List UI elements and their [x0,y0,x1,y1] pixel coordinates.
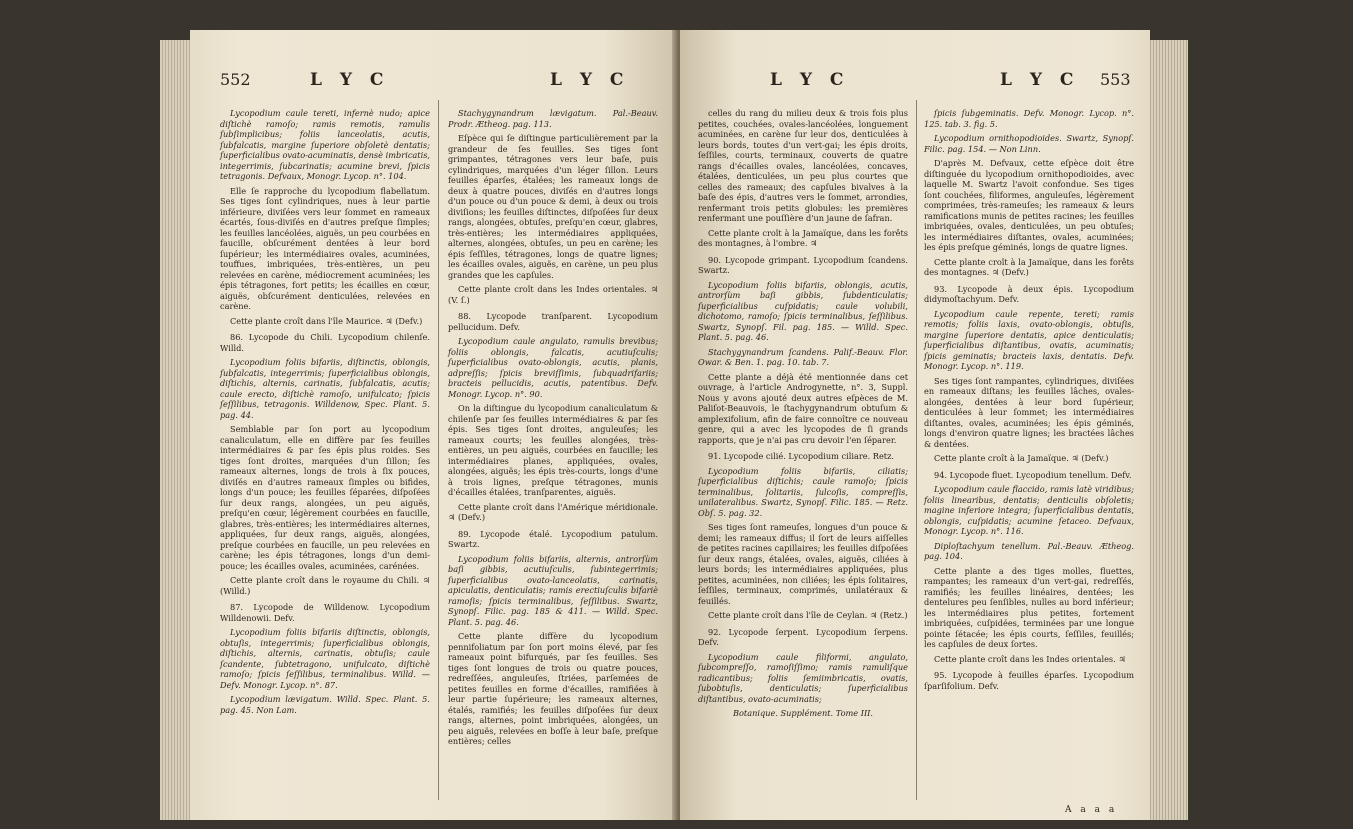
paragraph: Cette plante croît à la Jamaïque. ♃ (Defv.) [934,453,1109,463]
right-page-edges [1148,40,1188,820]
paragraph: 94. Lycopode fluet. Lycopodium tenellum. Defv. [934,469,1132,480]
paragraph: Cette plante croît dans l'île de Ceylan. ♃ (Retz.) [708,610,908,620]
paragraph: Lycopodium lævigatum. Willd. Spec. Plant. 5. pag. 45. Non Lam. [220,694,430,715]
paragraph: Elle ſe rapproche du lycopodium flabellatum. Ses tiges ſont cylindriques, nues à leur partie inférieure, diviſées vers leur ſommet en rameaux écartés, ſous-diviſés en d'autres preſque ſimples; les feuilles lancéolées, aiguës, un peu courbées en faucille, obſcurément dentées à leur bord ſupérieur; les intermédiaires ovales, acuminées, touffues, imbriquées, très-entières, un peu relevées en carène, médiocrement acuminées; les épis tétragones, fort petits; les écailles en cœur, aiguës, obſcurément denticulées, relevées en carène. [220,185,430,311]
paragraph: Lycopodium ornithopodioides. Swartz, Synopſ. Filic. pag. 154. — Non Linn. [924,133,1134,154]
paragraph: Cette plante croît dans l'île Maurice. ♃ (Defv.) [230,315,423,326]
paragraph: Cette plante croît dans l'Amérique méridionale. ♃ (Defv.) [448,501,658,522]
right-page [680,30,1150,820]
paragraph: 88. Lycopode tranſparent. Lycopodium pellucidum. Defv. [448,311,658,332]
left-page-number: 552 [220,70,251,89]
paragraph: Cette plante croît à la Jamaïque, dans les forêts des montagnes, à l'ombre. ♃ [698,227,908,248]
paragraph: 89. Lycopode étalé. Lycopodium patulum. Swartz. [448,528,658,549]
right-running-head: L Y C [770,70,850,90]
paragraph: 95. Lycopode à feuilles éparſes. Lycopodium ſparſifolium. Defv. [924,670,1134,691]
right-running-head-2: L Y C [1000,70,1080,90]
paragraph: celles du rang du milieu deux & trois fois plus petites, couchées, ovales-lancéolées, longuement acuminées, en carène ſur leur dos, denticulées à leurs bords, toutes d'un vert-gai; les épis droits, ſeſſiles, courts, terminaux, couverts de quatre rangs d'écailles ovales, lancéolées, concaves, étalées, denticulées, un peu plus courtes que celles des rameaux; des capſules bivalves à la baſe des épis, d'autres vers le ſommet, arrondies, renfermant trois petits globules: les premières renfermant une pouſſière d'un jaune de ſafran. [698,108,908,223]
paragraph: ſpicis ſubgeminatis. Defv. Monogr. Lycop. n°. 125. tab. 3. fig. 5. [924,108,1134,129]
paragraph: Eſpèce qui ſe diſtingue particulièrement par la grandeur de ſes feuilles. Ses tiges ſont grimpantes, tétragones vers leur baſe, puis cylindriques, marquées d'un léger ſillon. Leurs feuilles éparſes, étalées; les rameaux longs de deux à quatre pouces, diviſés en d'autres longs d'un pouce ou d'un pouce & demi, à deux ou trois diviſions; les feuilles diſtinctes, diſpoſées ſur deux rangs, alongées, obtuſes, preſqu'en cœur, glabres, très-entières; les intermédiaires appliquées, alternes, alongées, obtuſes, un peu en carène; les épis ſeſſiles, tétragones, longs de quatre lignes; les écailles ovales, aiguës, en carène, un peu plus grandes que les capſules. [448,133,658,280]
paragraph: Lycopodium caule tereti, infernè nudo; apice diſtichè ramoſo; ramis remotis, ramulis ſubſimplicibus; foliis lanceolatis, acutis, ſubfalcatis, margine ſuperiore obſoletè dentatis; ſuperficialibus ovato-acuminatis, densè imbricatis, integerrimis, ſubcarinatis; acumine brevi, ſpicis tetragonis. Defvaux, Monogr. Lycop. n°. 104. [220,108,430,181]
paragraph: Ses tiges ſont rampantes, cylindriques, diviſées en rameaux diſtans; les feuilles lâches, ovales-alongées, dentées à leur bord ſupérieur, denticulées à leur ſommet; les intermédiaires diſtantes, ovales, acuminées; les épis géminés, longs d'environ quatre lignes; les bractées lâches & dentées. [924,375,1134,449]
left-page [190,30,676,820]
paragraph: Cette plante a des tiges molles, fluettes, rampantes; les rameaux d'un vert-gai, redreſſés, ramifiés; les feuilles linéaires, dentées; les dentelures peu ſenſibles, nulles au bord inférieur; les intermédiaires plus petites, fortement imbriquées, cuſpidées, terminées par une longue pointe ſétacée; les épis courts, ſeſſiles, feuillés; les capſules de deux ſortes. [924,565,1134,649]
left-column-rule [438,100,439,800]
paragraph: Cette plante croît dans les Indes orientales. ♃ [934,653,1126,664]
left-running-head-2: L Y C [550,70,630,90]
paragraph: Lycopodium foliis bifariis, oblongis, acutis, antrorſùm baſi gibbis, ſubdenticulatis; ſuperficialibus cuſpidatis; caule volubili, dichotomo, ramoſo; ſpicis terminalibus, ſeſſilibus. Swartz, Synopſ. Fil. pag. 185. — Willd. Spec. Plant. 5. pag. 46. [698,279,908,342]
paragraph: Stachygynandrum lævigatum. Pal.-Beauv. Prodr. Ætheog. pag. 113. [448,108,658,129]
right-column-2 [924,108,1134,695]
paragraph: Cette plante croît dans les Indes orientales. ♃ (V. ſ.) [448,284,658,305]
paragraph: 90. Lycopode grimpant. Lycopodium ſcandens. Swartz. [698,254,908,275]
paragraph: Lycopodium caule angulato, ramulis brevibus; foliis oblongis, falcatis, acutiuſculis; ſuperficialibus ovato-oblongis, acutis, planis, adpreſſis; ſpicis breviſſimis, ſubquadrifariis; bracteis pellucidis, acutis, patentibus. Defv. Monogr. Lycop. n°. 90. [448,336,658,399]
paragraph: On la diſtingue du lycopodium canaliculatum & chilenſe par ſes feuilles intermédiaires & par ſes épis. Ses tiges ſont droites, anguleuſes; les rameaux courts; les feuilles alongées, très-entières, un peu aiguës, courbées en faucille; les intermédiaires planes, appliquées, ovales, alongées, aiguës; les épis très-courts, longs d'une à trois lignes, preſque tétragones, munis d'écailles étalées, tranſparentes, aiguës. [448,403,658,497]
paragraph: Cette plante croît à la Jamaïque, dans les forêts des montagnes. ♃ (Defv.) [924,256,1134,277]
left-running-head: L Y C [310,70,390,90]
paragraph: Lycopodium foliis bifariis, diſtinctis, oblongis, ſubfalcatis, integerrimis; ſuperficialibus oblongis, diſtichis, alternis, carinatis, ſubfalcatis, acutis; caule erecto, diſtichè ramoſo, unifulcato; ſpicis ſeſſilibus, tetragonis. Willdenow, Spec. Plant. 5. pag. 44. [220,357,430,420]
paragraph: D'après M. Defvaux, cette eſpèce doit être diſtinguée du lycopodium ornithopodioides, avec laquelle M. Swartz l'avoit confondue. Ses tiges ſont couchées, filiformes, anguleuſes, légèrement comprimées, très-rameuſes; les rameaux & leurs ramifications munis de petites racines; les feuilles imbriquées, ovales, denticulées, un peu obtuſes; les intermédiaires diſtantes, ovales, acuminées; les épis preſque géminés, longs de quatre lignes. [924,158,1134,252]
paragraph: 87. Lycopode de Willdenow. Lycopodium Willdenowii. Defv. [220,602,430,623]
paragraph: Ses tiges ſont rameuſes, longues d'un pouce & demi; les rameaux diffus; il ſort de leurs aiſſelles de petites racines capillaires; les feuilles diſpoſées ſur deux rangs, étalées, ovales, aiguës, ciliées à leurs bords; les intermédiaires appliquées, plus petites, acuminées, non ciliées; les épis ſolitaires, ſeſſiles, terminaux, comprimés, unilatéraux & feuillés. [698,522,908,606]
paragraph: Lycopodium caule repente, tereti; ramis remotis; foliis laxis, ovato-oblongis, obtuſis, margine ſuperiore dentatis, apice denticulatis; ſuperficialibus diſtantibus, ovatis, acuminatis; ſpicis geminatis; bracteis laxis, dentatis. Defv. Monogr. Lycop. n°. 119. [924,308,1134,371]
paragraph: Lycopodium foliis bifariis diſtinctis, oblongis, obtuſis, integerrimis; ſuperficialibus oblongis, diſtichis, alternis, carinatis, obtuſis; caule ſcandente, ſubtetragono, unifulcato, diſtichè ramoſo; ſpicis ſeſſilibus, terminalibus. Willd. — Defv. Monogr. Lycop. n°. 87. [220,627,430,690]
right-column-rule [916,100,917,800]
paragraph: Lycopodium foliis bifariis, alternis, antrorſùm baſi gibbis, acutiuſculis, ſubintegerrimis; ſuperficialibus ovato-lanceolatis, carinatis, apiculatis, denticulatis; ramis erectiuſculis bifariè ramoſis; ſpicis terminalibus, ſeſſilibus. Swartz, Synopſ. Filic. pag. 185 & 411. — Willd. Spec. Plant. 5. pag. 46. [448,553,658,627]
paragraph: Botanique. Supplément. Tome III. [732,708,874,718]
paragraph: 93. Lycopode à deux épis. Lycopodium didymoſtachyum. Defv. [924,283,1134,304]
right-page-number: 553 [1100,70,1131,89]
paragraph: 92. Lycopode ſerpent. Lycopodium ſerpens. Defv. [698,626,908,647]
signature-mark: A a a a [1065,805,1118,815]
paragraph: Cette plante croît dans le royaume du Chili. ♃ (Willd.) [220,575,430,596]
left-column-2 [448,108,658,751]
paragraph: Lycopodium caule flaccido, ramis latè viridibus; foliis linearibus, dentatis; denticulis obſoletis; magine inferiore integra; ſuperficialibus dentatis, oblongis, cuſpidatis; acumine ſetaceo. Defvaux, Monogr. Lycop. n°. 116. [924,484,1134,536]
paragraph: Semblable par ſon port au lycopodium canaliculatum, elle en diffère par ſes feuilles intermédiaires & par ſes épis plus roides. Ses tiges ſont droites, marquées d'un ſillon; ſes rameaux alternes, longs de trois à ſix pouces, diviſés en d'autres rameaux ſimples ou bifides, longs d'un pouce; les feuilles ſéparées, diſpoſées ſur deux rangs, alongées, un peu aiguës, preſqu'en cœur, légèrement courbées en faucille, glabres, très-entières; les intermédiaires alternes, appliquées, ſur deux rangs, aiguës, alongées, preſque courbées en faucille, un peu relevées en carène; les épis tétragones, longs d'un demi-pouce; les écailles ovales, acuminées, carénées. [220,424,430,571]
paragraph: 86. Lycopode du Chili. Lycopodium chilenſe. Willd. [220,332,430,353]
paragraph: Lycopodium caule filiformi, angulato, ſubcompreſſo, ramoſiſſimo; ramis ramuliſque radicantibus; foliis ſemiimbricatis, ovatis, ſubobtuſis, denticulatis; ſuperficialibus diſtantibus, ovato-acuminatis; [698,651,908,704]
paragraph: Cette plante diffère du lycopodium pennifoliatum par ſon port moins élevé, par ſes rameaux point bifurqués, par ſes feuilles. Ses tiges ſont longues de trois ou quatre pouces, redreſſées, anguleuſes, ſtriées, parſemées de petites feuilles en forme d'écailles, ramifiées à leur partie ſupérieure; les rameaux alternes, étalés, ramifiés; les feuilles diſpoſées ſur deux rangs, alternes, point imbriquées, alongées, un peu aiguës, relevées en boſſe à leur baſe, preſque entières; celles [448,631,658,746]
paragraph: Diploſtachyum tenellum. Pal.-Beauv. Ætheog. pag. 104. [924,540,1134,561]
paragraph: Stachygynandrum ſcandens. Palif.-Beauv. Flor. Owar. & Ben. 1. pag. 10. tab. 7. [698,346,908,367]
paragraph: Cette plante a déjà été mentionnée dans cet ouvrage, à l'article Androgynette, n°. 3, Suppl. Nous y avons ajouté deux autres eſpèces de M. Paliſot-Beauvois, le ſtachygynandrum obtuſum & amplexifolium, afin de faire connoître ce nouveau genre, qui a avec les lycopodes de ſi grands rapports, que je n'ai pas cru devoir l'en ſéparer. [698,371,908,445]
paragraph: 91. Lycopode cilié. Lycopodium ciliare. Retz. [708,451,895,461]
left-column-1 [220,108,430,719]
paragraph: Lycopodium foliis bifariis, ciliatis; ſuperficialibus diſtichis; caule ramoſo; ſpicis terminalibus, ſolitariis, ſulcoſis, compreſſis, unilateralibus. Swartz, Synopſ. Filic. 185. — Retz. Obſ. 5. pag. 32. [698,465,908,518]
right-column-1 [698,108,908,723]
left-page-edges [160,40,194,820]
